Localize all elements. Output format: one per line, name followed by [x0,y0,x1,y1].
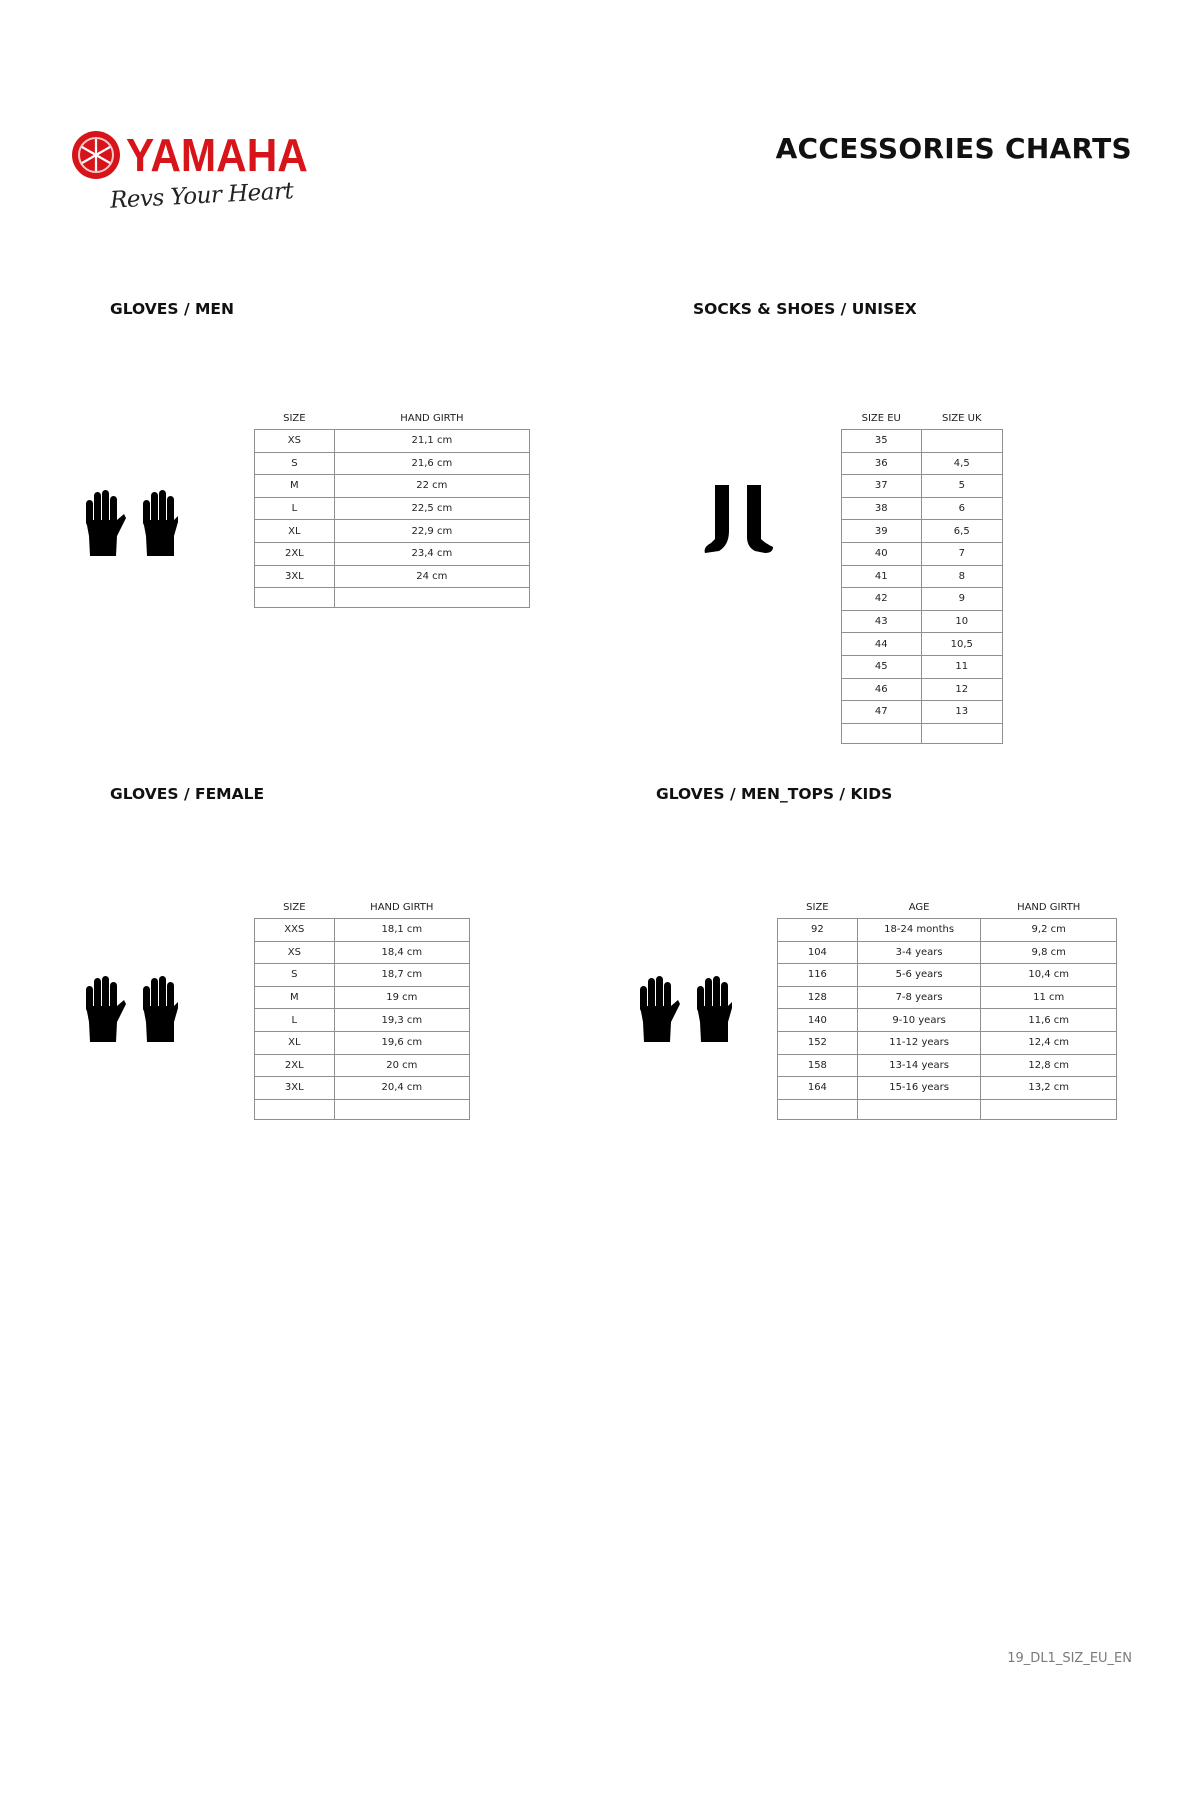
table-cell: 24 cm [334,565,529,588]
table-cell: 104 [778,941,858,964]
table-row [842,633,1003,656]
table-cell [921,430,1003,453]
table-cell: 36 [842,452,922,475]
table-cell: 46 [842,678,922,701]
table-cell: 12,8 cm [981,1054,1117,1077]
section-title-gloves-kids: GLOVES / MEN_TOPS / KIDS [656,785,893,803]
table-cell: XL [255,1031,335,1054]
table-cell: 158 [778,1054,858,1077]
table-row [255,475,530,498]
table-header-row [255,897,470,919]
column-header: HAND GIRTH [1017,902,1081,913]
table-cell: 116 [778,964,858,987]
table-row-empty [842,723,1003,743]
table-cell: S [255,964,335,987]
table-row [255,520,530,543]
table-cell [857,1099,981,1119]
table-cell: 13-14 years [857,1054,981,1077]
table-cell: 11 cm [981,986,1117,1009]
column-header: SIZE UK [941,413,982,424]
table-cell: L [255,1009,335,1032]
table-row [255,452,530,475]
table-row [842,678,1003,701]
table-row [842,497,1003,520]
table-cell: 18,7 cm [334,964,469,987]
table-row [842,588,1003,611]
table-cell: 3XL [255,565,335,588]
table-cell: 11 [921,655,1003,678]
table-cell: 3XL [255,1077,335,1100]
page-title: ACCESSORIES CHARTS [775,132,1132,165]
table-row [842,542,1003,565]
table-cell: 43 [842,610,922,633]
section-title-gloves-female: GLOVES / FEMALE [110,785,265,803]
table-cell: 18,1 cm [334,919,469,942]
column-header: SIZE EU [861,413,901,424]
column-header: SIZE [806,902,829,913]
table-row [842,452,1003,475]
table-row [842,475,1003,498]
table-cell: 20 cm [334,1054,469,1077]
gloves-icon [84,490,180,558]
table-row [255,919,470,942]
table-row [778,1077,1117,1100]
table-cell: 42 [842,588,922,611]
column-header: SIZE [283,902,306,913]
document-code: 19_DL1_SIZ_EU_EN [1007,1651,1132,1666]
table-cell: S [255,452,335,475]
table-row [778,919,1117,942]
table-row [255,565,530,588]
gloves-men-size-table [254,408,530,608]
column-header: HAND GIRTH [400,413,464,424]
table-cell: 20,4 cm [334,1077,469,1100]
table-cell: 152 [778,1031,858,1054]
table-cell: 8 [921,565,1003,588]
table-cell: 23,4 cm [334,542,529,565]
table-row [255,430,530,453]
table-cell: 47 [842,701,922,724]
table-cell: XXS [255,919,335,942]
table-cell: 10 [921,610,1003,633]
logo-tagline: Revs Your Heart [109,178,294,214]
table-cell: 7 [921,542,1003,565]
table-cell: M [255,475,335,498]
gloves-kids-size-table [777,897,1117,1120]
table-cell: XS [255,430,335,453]
table-cell: L [255,497,335,520]
table-cell: 7-8 years [857,986,981,1009]
table-cell: XL [255,520,335,543]
table-cell: 10,4 cm [981,964,1117,987]
tuning-fork-emblem-icon [70,129,122,181]
table-cell: 11-12 years [857,1031,981,1054]
table-cell: 21,6 cm [334,452,529,475]
logo-brand-text: YAMAHA [126,129,308,181]
table-cell: 22,9 cm [334,520,529,543]
table-cell: 2XL [255,1054,335,1077]
table-row [842,610,1003,633]
table-cell: 44 [842,633,922,656]
table-cell: 5-6 years [857,964,981,987]
socks-shoes-size-table [841,408,1003,744]
table-cell: XS [255,941,335,964]
table-cell: 9-10 years [857,1009,981,1032]
table-cell [255,588,335,608]
table-cell: 12 [921,678,1003,701]
section-title-socks-shoes: SOCKS & SHOES / UNISEX [693,300,917,318]
table-header-row [255,408,530,430]
table-cell: 9,2 cm [981,919,1117,942]
table-cell: 6,5 [921,520,1003,543]
column-header: AGE [908,902,930,913]
table-cell: 35 [842,430,922,453]
table-cell: 12,4 cm [981,1031,1117,1054]
yamaha-logo [70,125,320,220]
table-cell [778,1099,858,1119]
table-cell: 4,5 [921,452,1003,475]
table-cell: 5 [921,475,1003,498]
table-row [255,1009,470,1032]
table-row [778,1054,1117,1077]
table-cell: 41 [842,565,922,588]
table-cell: 21,1 cm [334,430,529,453]
table-cell [334,1099,469,1119]
table-cell: 39 [842,520,922,543]
section-title-gloves-men: GLOVES / MEN [110,300,234,318]
table-cell: 45 [842,655,922,678]
table-cell: 19,6 cm [334,1031,469,1054]
table-cell: 22 cm [334,475,529,498]
table-cell: 92 [778,919,858,942]
table-cell: 13 [921,701,1003,724]
table-row [778,986,1117,1009]
table-cell: 40 [842,542,922,565]
table-cell [255,1099,335,1119]
table-row-empty [255,1099,470,1119]
gloves-icon [84,976,180,1044]
table-row [842,520,1003,543]
table-cell: 128 [778,986,858,1009]
table-cell: 19,3 cm [334,1009,469,1032]
table-cell: 38 [842,497,922,520]
table-row [255,497,530,520]
table-row [778,941,1117,964]
table-row [842,701,1003,724]
table-cell: M [255,986,335,1009]
table-cell: 140 [778,1009,858,1032]
table-row [842,430,1003,453]
table-row [255,964,470,987]
table-cell: 9,8 cm [981,941,1117,964]
table-cell: 2XL [255,542,335,565]
table-cell [334,588,529,608]
table-row [778,964,1117,987]
table-row-empty [778,1099,1117,1119]
socks-icon [703,485,775,555]
table-row [255,1031,470,1054]
gloves-female-size-table [254,897,470,1120]
table-cell: 11,6 cm [981,1009,1117,1032]
table-row [255,1054,470,1077]
table-row [255,941,470,964]
table-cell [981,1099,1117,1119]
table-cell: 3-4 years [857,941,981,964]
table-cell [921,723,1003,743]
table-row [842,655,1003,678]
table-header-row [778,897,1117,919]
table-cell: 10,5 [921,633,1003,656]
table-row [255,1077,470,1100]
table-cell: 9 [921,588,1003,611]
table-cell: 19 cm [334,986,469,1009]
table-cell: 13,2 cm [981,1077,1117,1100]
table-cell: 18-24 months [857,919,981,942]
table-row [255,986,470,1009]
table-row [778,1009,1117,1032]
column-header: HAND GIRTH [370,902,434,913]
column-header: SIZE [283,413,306,424]
table-row-empty [255,588,530,608]
table-cell [842,723,922,743]
table-cell: 37 [842,475,922,498]
table-row [255,542,530,565]
table-cell: 22,5 cm [334,497,529,520]
table-header-row [842,408,1003,430]
table-row [842,565,1003,588]
table-cell: 15-16 years [857,1077,981,1100]
gloves-icon [638,976,734,1044]
table-cell: 18,4 cm [334,941,469,964]
table-cell: 6 [921,497,1003,520]
table-cell: 164 [778,1077,858,1100]
table-row [778,1031,1117,1054]
